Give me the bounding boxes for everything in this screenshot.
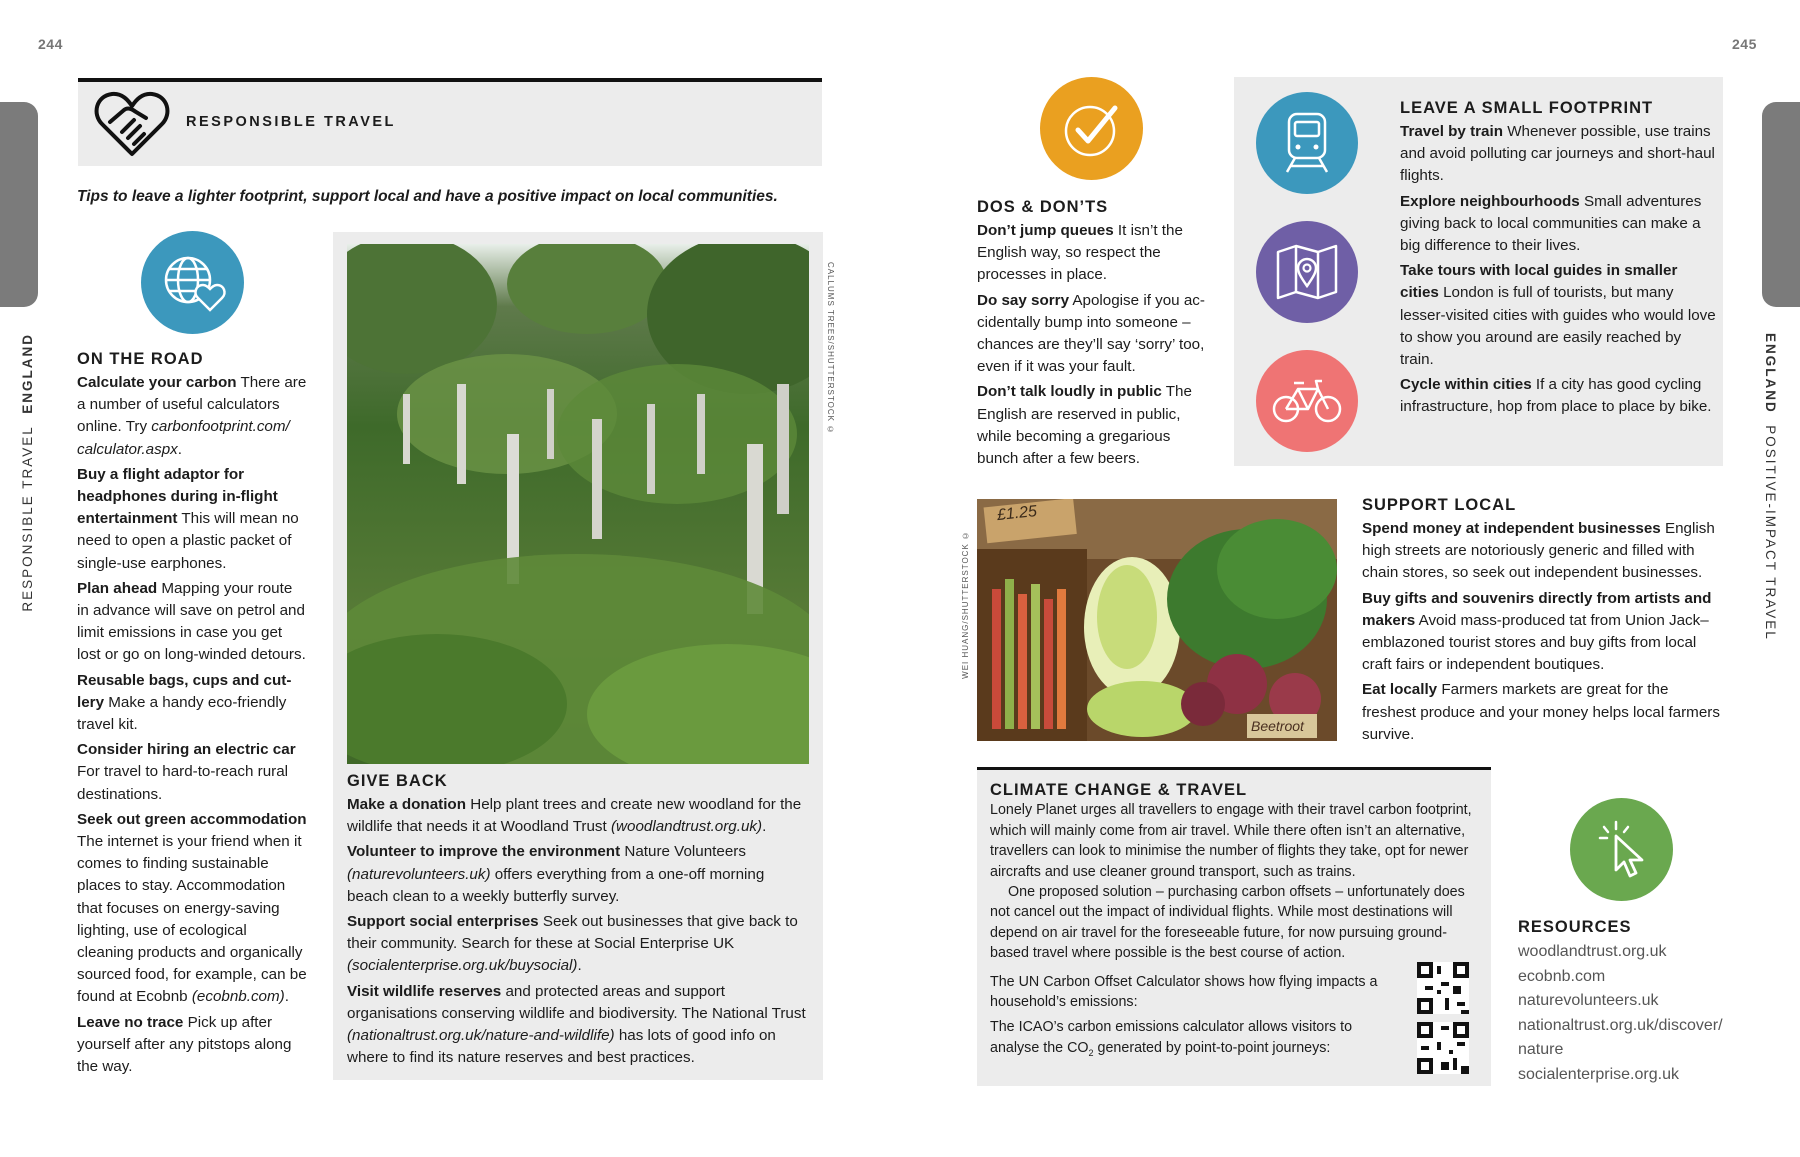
photo-credit-trees: CALLUMS TREES/SHUTTERSTOCK © <box>826 262 835 436</box>
qr-caption-un: The UN Carbon Offset Calculator shows how flying impacts a household’s emissions: <box>990 973 1378 1011</box>
side-label-right <box>1763 333 1778 641</box>
thumb-tab-left <box>0 102 38 307</box>
qr-code-un[interactable] <box>1417 962 1469 1014</box>
checkmark-icon <box>1040 77 1143 180</box>
resources-heading: RESOURCES <box>1518 918 1632 936</box>
tip-independent-businesses: Spend money at independent businesses English high streets are notoriously generic and filled with chain stores, so seek out independent businesses. <box>1362 520 1715 582</box>
support-local-heading: SUPPORT LOCAL <box>1362 496 1517 514</box>
resource-link-naturevolunteers[interactable]: naturevolunteers.uk <box>1518 992 1659 1009</box>
dos-donts-section <box>977 198 1207 473</box>
link-naturevolunteers[interactable]: (naturevolunteers.uk) <box>347 865 491 883</box>
tip-wildlife-reserves: Visit wildlife reserves and protected areas and support organisations conserving wildlife and biodiversity. The National Trust (nationaltrust.org.uk/nature-and-wildlife) has lots of good info on where to find its nature reserves and best practices. <box>347 982 806 1067</box>
thumb-tab-right <box>1762 102 1800 307</box>
tip-travel-by-train: Travel by train Whenever possible, use trains and avoid polluting car journeys and short-haul flights. <box>1400 123 1715 185</box>
globe-heart-icon <box>141 231 244 334</box>
side-label-right-section: POSITIVE-IMPACT TRAVEL <box>1763 425 1778 641</box>
on-the-road-section <box>77 350 307 1081</box>
side-label-left-section: RESPONSIBLE TRAVEL <box>20 425 35 612</box>
tip-flight-adaptor: Buy a flight adaptor for headphones during in-flight entertainment This will mean no need to open a plastic packet of single-use earphones. <box>77 465 299 572</box>
on-the-road-heading: ON THE ROAD <box>77 350 204 368</box>
train-icon <box>1256 92 1358 194</box>
intro-text: Tips to leave a lighter footprint, support local and have a positive impact on local communities. <box>77 188 778 205</box>
link-carbonfootprint[interactable]: carbonfootprint.com/ calculator.aspx <box>77 418 290 458</box>
tip-calculate-carbon: Calculate your carbon There are a number of useful calculators online. Try carbonfootprint.com/ calculator.aspx. <box>77 374 307 458</box>
link-nationaltrust[interactable]: (nationaltrust.org.uk/nature-and-wildlife) <box>347 1027 615 1045</box>
produce-market-photo <box>977 499 1337 741</box>
tip-eat-locally: Eat locally Farmers markets are great for the freshest produce and your money helps local farmers survive. <box>1362 681 1720 743</box>
photo-credit-produce: WEI HUANG/SHUTTERSTOCK © <box>961 530 970 679</box>
tip-jump-queues: Don’t jump queues It isn’t the English way, so respect the processes in place. <box>977 222 1183 284</box>
resource-link-ecobnb[interactable]: ecobnb.com <box>1518 967 1606 985</box>
tip-cycle-cities: Cycle within cities If a city has good cycling infrastructure, hop from place to place by bike. <box>1400 376 1712 416</box>
link-socialenterprise[interactable]: (socialenterprise.org.uk/buysocial) <box>347 957 578 975</box>
beetroot-sign: Beetroot <box>1251 718 1304 734</box>
tip-explore-neighbourhoods: Explore neighbourhoods Small adventures giving back to local communities can make a big difference to their lives. <box>1400 192 1702 255</box>
side-label-left <box>20 333 35 612</box>
tip-talk-loudly: Don’t talk loudly in public The English are reserved in public, while becoming a gregarious bunch after a few beers. <box>977 383 1192 468</box>
qr-code-icao[interactable] <box>1417 1022 1469 1074</box>
climate-heading: CLIMATE CHANGE & TRAVEL <box>990 781 1248 799</box>
resource-link-woodlandtrust[interactable]: woodlandtrust.org.uk <box>1518 943 1667 960</box>
resource-link-nationaltrust[interactable]: nationaltrust.org.uk/discover/ nature <box>1518 1016 1723 1058</box>
climate-paragraph-1: Lonely Planet urges all travellers to engage with their travel carbon footprint, which will mainly come from air travel. While there often isn’t an alternative, travellers can look to minimise the number of flights they take, opt for newer aircrafts and use cleaner ground transport, such as trains. <box>990 802 1472 880</box>
page-number-right: 245 <box>1732 36 1757 52</box>
climate-paragraph-2: One proposed solution – purchasing carbon offsets – unfortunately does not cancel out the impact of individual flights. While most destinations will depend on air travel for the foreseeable future, for now pursuing ground-based travel where possible is the best course of action. <box>990 884 1465 962</box>
link-ecobnb[interactable]: (ecobnb.com) <box>191 988 285 1006</box>
resources-section <box>1518 918 1748 1087</box>
tip-make-donation: Make a donation Help plant trees and create new woodland for the wildlife that needs it at Woodland Trust (woodlandtrust.org.uk). <box>347 796 802 836</box>
small-footprint-section <box>1400 99 1716 422</box>
give-back-heading: GIVE BACK <box>347 772 448 790</box>
resource-link-socialenterprise[interactable]: socialenterprise.org.uk <box>1518 1065 1679 1083</box>
tip-leave-no-trace: Leave no trace Pick up after yourself after any pitstops along the way. <box>77 1013 292 1076</box>
section-header <box>78 78 822 166</box>
dos-donts-heading: DOS & DON’TS <box>977 198 1109 216</box>
map-pin-icon <box>1256 221 1358 323</box>
tip-local-guides: Take tours with local guides in smaller cities London is full of tourists, but many lesser-visited cities with guides who would love to show you around are easily reached by train. <box>1400 262 1716 369</box>
qr-caption-icao: The ICAO’s carbon emissions calculator allows visitors to analyse the $CO_2$ generated by point-to-point journeys: <box>990 1019 1353 1058</box>
tip-green-accommodation: Seek out green accommodation The internet is your friend when it comes to finding sustainable places to stay. Accommodation that focuses on energy-saving lighting, use of ecological cleaning products and organically sourced food, for example, can be found at Ecobnb (ecobnb.com). <box>77 810 307 1006</box>
price-sign: £1.25 <box>996 502 1038 525</box>
tip-say-sorry: Do say sorry Apologise if you accidentally bump into someone – chances are they’ll say ‘sorry’ too, even if it was your fault. <box>977 291 1205 376</box>
cursor-click-icon <box>1570 798 1673 901</box>
side-label-left-country: ENGLAND <box>20 333 35 414</box>
link-woodlandtrust[interactable]: (woodlandtrust.org.uk) <box>610 818 763 836</box>
heart-handshake-icon <box>94 88 170 158</box>
small-footprint-heading: LEAVE A SMALL FOOTPRINT <box>1400 99 1654 117</box>
tree-plantation-photo <box>347 244 809 764</box>
bicycle-icon <box>1256 350 1358 452</box>
support-local-section <box>1362 496 1724 749</box>
tip-buy-gifts: Buy gifts and souvenirs directly from artists and makers Avoid mass-produced tat from Union Jack–emblazoned tourist stores and buy gifts from local craft fairs or independent boutiques. <box>1362 589 1712 674</box>
section-title: RESPONSIBLE TRAVEL <box>186 114 396 130</box>
tip-plan-ahead: Plan ahead Mapping your route in advance will save on petrol and limit emissions in case you get lost or go on long-winded detours. <box>77 579 306 664</box>
give-back-section <box>347 772 809 1072</box>
tip-reusable-bags: Reusable bags, cups and cutlery Make a handy eco-friendly travel kit. <box>77 671 292 734</box>
tip-electric-car: Consider hiring an electric car For travel to hard-to-reach rural destinations. <box>77 741 296 803</box>
climate-section <box>990 780 1480 1063</box>
side-label-right-country: ENGLAND <box>1763 333 1778 414</box>
tip-social-enterprises: Support social enterprises Seek out businesses that give back to their community. Search for these at Social Enterprise UK (socialenterprise.org.uk/buysocial). <box>347 913 798 975</box>
tip-volunteer: Volunteer to improve the environment Nature Volunteers (naturevolunteers.uk) offers everything from a one-off morning beach clean to a weekly butterfly survey. <box>347 843 765 905</box>
page-number-left: 244 <box>38 36 63 52</box>
